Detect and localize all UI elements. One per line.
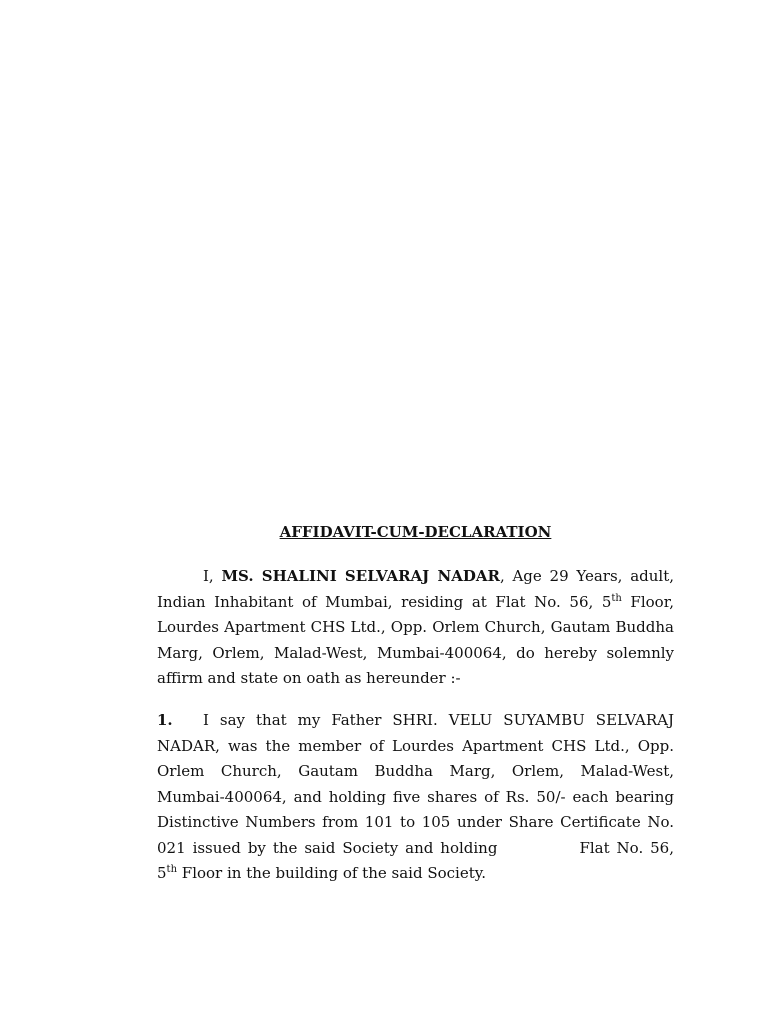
clause-1-text-c: Floor in the building of the said Society. bbox=[177, 864, 486, 882]
clause-1-text-b: Flat No. 56, 5 bbox=[157, 838, 674, 882]
clause-1-number: 1. bbox=[157, 711, 173, 729]
intro-paragraph bbox=[157, 564, 674, 692]
intro-superscript: th bbox=[611, 592, 622, 604]
deponent-name: MS. SHALINI SELVARAJ NADAR bbox=[221, 567, 500, 585]
clause-1-paragraph bbox=[157, 708, 674, 887]
intro-prefix: I, bbox=[203, 567, 222, 585]
intro-text-a: , Age 29 Years, adult, Indian Inhabitant of Mumbai, residing at Flat No. 56, 5 bbox=[157, 567, 674, 611]
document-title: AFFIDAVIT-CUM-DECLARATION bbox=[279, 523, 552, 541]
clause-1-superscript: th bbox=[166, 864, 178, 875]
intro-text-b: Floor, Lourdes Apartment CHS Ltd., Opp. Orlem Church, Gautam Buddha Marg, Orlem, Malad-West, Mumbai-400064, do hereby solemnly affirm and state on oath as hereunder :- bbox=[157, 592, 674, 687]
clause-1-text-a: I say that my Father SHRI. VELU SUYAMBU SELVARAJ NADAR, was the member of Lourdes Apartment CHS Ltd., Opp. Orlem Church, Gautam Buddha Marg, Orlem, Malad-West, Mumbai-400064, and holding five shares of Rs. 50/- each bearing Distinctive Numbers from 101 to 105 under Share Certificate No. 021 issued by the said Society and holding bbox=[157, 711, 674, 857]
